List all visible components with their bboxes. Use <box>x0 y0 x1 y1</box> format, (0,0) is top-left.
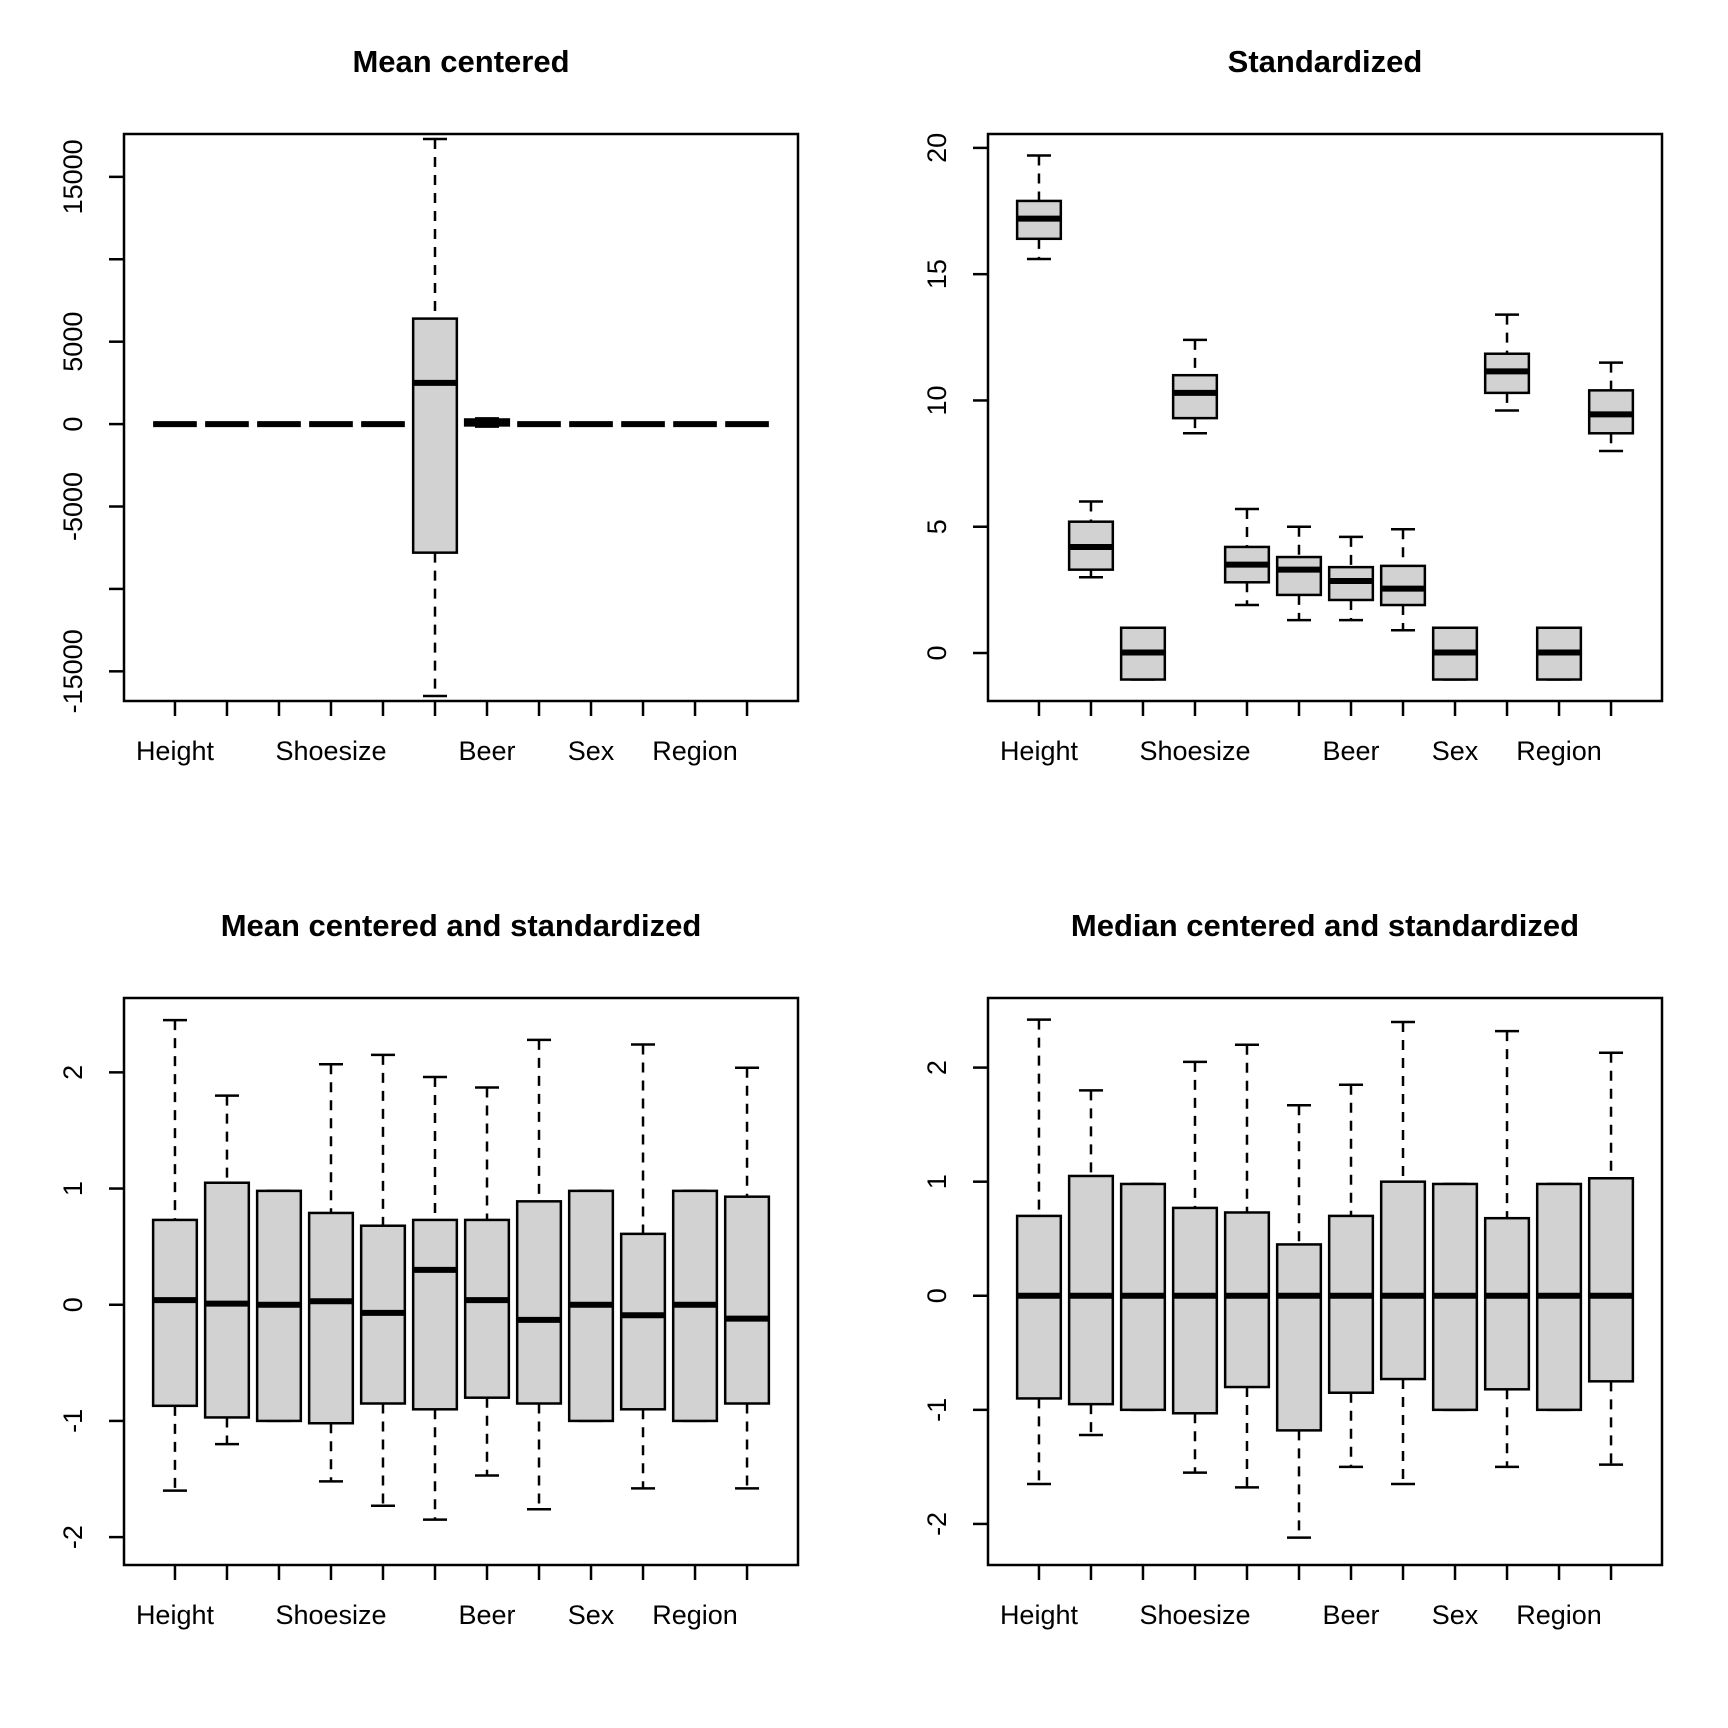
boxplot-box-7 <box>465 418 509 426</box>
x-tick-label-sex: Sex <box>567 736 615 766</box>
median-centered-standardized-plot <box>864 864 1728 1728</box>
boxplot-box-12 <box>725 1068 769 1489</box>
y-tick-label: 0 <box>922 645 952 661</box>
iqr-box <box>1225 1212 1269 1387</box>
boxplot-box-5 <box>361 1055 405 1506</box>
x-tick-label-region: Region <box>1516 1600 1602 1630</box>
y-tick-label: 1 <box>58 1181 88 1197</box>
iqr-box <box>465 1220 509 1398</box>
boxplot-box-3 <box>1121 1184 1165 1410</box>
boxplot-box-2 <box>205 1096 249 1445</box>
y-tick-label: 15 <box>922 259 952 290</box>
y-tick-label: 2 <box>922 1060 952 1076</box>
plot-box <box>988 134 1662 701</box>
iqr-box <box>1589 1178 1633 1381</box>
mean-centered-standardized-plot <box>0 864 864 1728</box>
boxplot-box-6 <box>1277 527 1321 620</box>
x-tick-label-region: Region <box>1516 736 1602 766</box>
iqr-box <box>413 1220 457 1409</box>
y-tick-label: -5000 <box>58 471 88 542</box>
x-axis <box>1000 701 1611 766</box>
panel-median-centered-standardized <box>864 864 1728 1728</box>
boxplot-box-4 <box>309 1064 353 1481</box>
y-tick-label: 0 <box>58 416 88 432</box>
iqr-box <box>1277 1244 1321 1430</box>
boxplot-box-9 <box>1433 628 1477 680</box>
boxplot-box-9 <box>1433 1184 1477 1410</box>
boxplot-box-5 <box>1225 509 1269 605</box>
x-tick-label-height: Height <box>135 1600 214 1630</box>
boxplot-box-3 <box>1121 628 1165 680</box>
y-tick-label: 0 <box>922 1288 952 1304</box>
iqr-box <box>1381 1182 1425 1379</box>
x-axis <box>136 1565 747 1630</box>
boxplot-box-9 <box>569 1191 613 1421</box>
iqr-box <box>1329 1216 1373 1393</box>
boxplot-box-8 <box>1381 1022 1425 1484</box>
boxplot-box-5 <box>1225 1045 1269 1488</box>
iqr-box <box>1173 1208 1217 1413</box>
y-axis <box>922 133 988 661</box>
x-tick-label-shoesize: Shoesize <box>1139 736 1251 766</box>
x-tick-label-sex: Sex <box>1431 1600 1479 1630</box>
boxplot-box-1 <box>1017 1020 1061 1484</box>
iqr-box <box>725 1197 769 1404</box>
x-tick-label-sex: Sex <box>567 1600 615 1630</box>
boxplot-box-12 <box>1589 1053 1633 1465</box>
panel-mean-centered-standardized <box>0 864 864 1728</box>
x-tick-label-shoesize: Shoesize <box>275 736 387 766</box>
y-axis <box>922 1060 988 1536</box>
panel-title: Mean centered and standardized <box>220 908 702 943</box>
y-tick-label: -15000 <box>58 629 88 714</box>
boxplot-box-8 <box>1381 529 1425 630</box>
y-tick-label: -2 <box>922 1511 952 1536</box>
iqr-box <box>205 1183 249 1418</box>
y-tick-label: -1 <box>58 1408 88 1433</box>
boxplot-box-11 <box>673 1191 717 1421</box>
y-tick-label: 5000 <box>58 311 88 372</box>
y-axis <box>58 139 124 713</box>
boxplot-box-7 <box>1329 1085 1373 1467</box>
x-tick-label-beer: Beer <box>458 1600 516 1630</box>
boxplot-box-6 <box>413 1077 457 1520</box>
boxplot-box-1 <box>1017 155 1061 259</box>
x-tick-label-shoesize: Shoesize <box>275 1600 387 1630</box>
x-tick-label-beer: Beer <box>458 736 516 766</box>
x-tick-label-height: Height <box>999 1600 1078 1630</box>
iqr-box <box>1485 1218 1529 1389</box>
iqr-box <box>517 1201 561 1403</box>
iqr-box <box>1277 557 1321 595</box>
x-tick-label-height: Height <box>999 736 1078 766</box>
iqr-box <box>1381 566 1425 605</box>
iqr-box <box>1173 375 1217 418</box>
y-tick-label: 0 <box>58 1297 88 1313</box>
boxplot-box-6 <box>413 139 457 696</box>
y-tick-label: 20 <box>922 132 952 163</box>
y-tick-label: -2 <box>58 1525 88 1550</box>
x-tick-label-region: Region <box>652 1600 738 1630</box>
boxplot-box-8 <box>517 1040 561 1509</box>
boxplot-box-10 <box>1485 1031 1529 1467</box>
boxplot-box-10 <box>621 1044 665 1488</box>
iqr-box <box>621 1234 665 1409</box>
x-tick-label-beer: Beer <box>1322 1600 1380 1630</box>
x-axis <box>1000 1565 1611 1630</box>
boxplot-box-10 <box>1485 315 1529 411</box>
y-tick-label: -1 <box>922 1397 952 1422</box>
x-tick-label-shoesize: Shoesize <box>1139 1600 1251 1630</box>
panel-title: Standardized <box>1227 44 1423 79</box>
y-tick-label: 1 <box>922 1174 952 1190</box>
x-tick-label-region: Region <box>652 736 738 766</box>
panel-mean-centered <box>0 0 864 864</box>
x-axis <box>136 701 747 766</box>
iqr-box <box>153 1220 197 1406</box>
iqr-box <box>309 1213 353 1423</box>
y-tick-label: 2 <box>58 1064 88 1080</box>
boxplot-box-1 <box>153 1020 197 1491</box>
iqr-box <box>413 319 457 553</box>
x-tick-label-beer: Beer <box>1322 736 1380 766</box>
x-tick-label-sex: Sex <box>1431 736 1479 766</box>
standardized-plot <box>864 0 1728 864</box>
boxplot-box-7 <box>1329 537 1373 620</box>
y-axis <box>58 1065 124 1549</box>
boxplot-box-2 <box>1069 501 1113 577</box>
boxplot-box-2 <box>1069 1090 1113 1435</box>
boxplot-box-3 <box>257 1191 301 1421</box>
boxplot-box-11 <box>1537 1184 1581 1410</box>
iqr-box <box>1069 1176 1113 1404</box>
y-tick-label: 15000 <box>58 139 88 215</box>
boxplot-box-6 <box>1277 1105 1321 1537</box>
y-tick-label: 5 <box>922 519 952 535</box>
panel-title: Mean centered <box>352 44 570 79</box>
x-tick-label-height: Height <box>135 736 214 766</box>
plot-box <box>124 134 798 701</box>
panel-standardized <box>864 0 1728 864</box>
boxplot-box-4 <box>1173 1062 1217 1473</box>
boxplot-box-4 <box>1173 340 1217 433</box>
mean-centered-plot <box>0 0 864 864</box>
boxplot-box-11 <box>1537 628 1581 680</box>
boxplot-box-7 <box>465 1087 509 1475</box>
boxplot-box-12 <box>1589 363 1633 451</box>
y-tick-label: 10 <box>922 385 952 416</box>
iqr-box <box>1017 1216 1061 1399</box>
panel-title: Median centered and standardized <box>1070 908 1580 943</box>
